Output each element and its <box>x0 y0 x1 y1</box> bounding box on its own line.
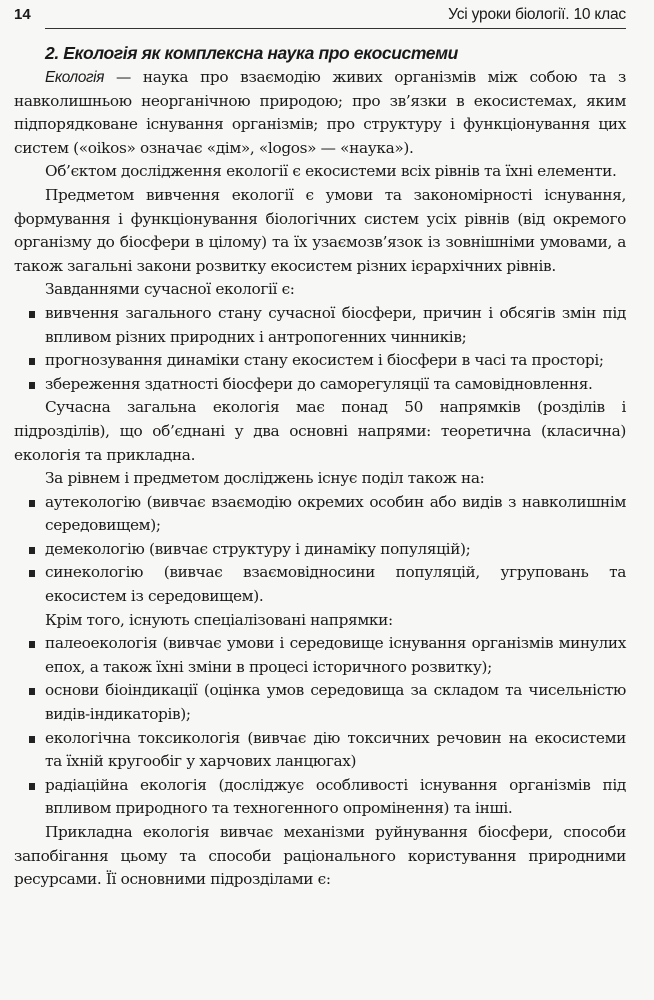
bullet-square-icon <box>29 358 35 365</box>
list-item-text: прогнозування динаміки стану екосистем і біосфери в часі та просторі; <box>45 351 604 370</box>
page-number: 14 <box>14 6 31 23</box>
list-item <box>14 679 626 726</box>
list-item-text: збереження здатності біосфери до саморегуляції та самовідновлення. <box>45 374 593 393</box>
bullet-square-icon <box>29 783 35 790</box>
special-list <box>14 632 626 821</box>
paragraph-tasks-intro: Завданнями сучасної екології є: <box>45 280 295 299</box>
bullet-square-icon <box>29 570 35 577</box>
list-item-text: екологічна токсикологія (вивчає дію токсичних речовин на екосистеми та їхній кругообіг у харчових ланцюгах) <box>45 728 626 771</box>
paragraph-subject: Предметом вивчення екології є умови та закономірності існування, формування і функціонування біологічних систем усіх рівнів (від окремого організму до біосфери в цілому) та їх узаємозв’язок із зовнішніми умовами, а також загальні закони розвитку екосистем різних ієрархічних рівнів. <box>14 185 626 275</box>
list-item <box>14 349 626 373</box>
page-content <box>14 40 626 892</box>
list-item <box>14 373 626 397</box>
paragraph-directions: Сучасна загальна екологія має понад 50 напрямків (розділів і підрозділів), що об’єднані у два основні напрями: теоретична (класична) екологія та прикладна. <box>14 398 626 464</box>
levels-list <box>14 491 626 609</box>
list-item <box>14 561 626 608</box>
list-item-text: вивчення загального стану сучасної біосфери, причин і обсягів змін під впливом різних природних і антропогенних чинників; <box>45 303 626 346</box>
list-item <box>14 727 626 774</box>
paragraph-object: Об’єктом дослідження екології є екосистеми всіх рівнів та їхні елементи. <box>45 162 617 181</box>
running-title: Усі уроки біології. 10 клас <box>448 6 626 23</box>
bullet-square-icon <box>29 311 35 318</box>
page-header <box>14 4 626 30</box>
list-item <box>14 302 626 349</box>
definition-text: — наука про взаємодію живих організмів між собою та з навколишньою неорганічною природою; про зв’язки в екосистемах, яким підпорядковане існування організмів; про структуру і функціонування цих систем («oikos» означає «дім», «logos» — «наука»). <box>14 68 626 157</box>
header-rule <box>45 28 626 29</box>
list-item-text: палеоекологія (вивчає умови і середовище існування організмів минулих епох, а також їхні зміни в процесі історичного розвитку); <box>45 634 626 676</box>
bullet-square-icon <box>29 547 35 554</box>
paragraph-applied: Прикладна екологія вивчає механізми руйнування біосфери, способи запобігання цьому та способи раціонального користування природними ресурсами. Її основними підрозділами є: <box>14 823 626 889</box>
paragraph-definition <box>14 66 626 160</box>
term-ecology: Екологія <box>45 69 105 86</box>
list-item-text: радіаційна екологія (досліджує особливості існування організмів під впливом природного та техногенного опромінення) та інші. <box>45 775 626 818</box>
bullet-square-icon <box>29 688 35 695</box>
list-item-text: основи біоіндикації (оцінка умов середовища за складом та чисельністю видів-індикаторів); <box>45 681 626 724</box>
list-item <box>14 632 626 679</box>
bullet-square-icon <box>29 500 35 507</box>
bullet-square-icon <box>29 382 35 389</box>
bullet-square-icon <box>29 641 35 648</box>
bullet-square-icon <box>29 736 35 743</box>
paragraph-special-intro: Крім того, існують спеціалізовані напрямки: <box>45 610 393 629</box>
tasks-list <box>14 302 626 396</box>
list-item <box>14 491 626 538</box>
section-title: 2. Екологія як комплексна наука про екосистеми <box>45 43 458 63</box>
list-item <box>14 538 626 562</box>
list-item-text: синекологію (вивчає взаємовідносини популяцій, угруповань та екосистем із середовищем). <box>45 563 626 606</box>
paragraph-levels-intro: За рівнем і предметом досліджень існує поділ також на: <box>45 469 485 488</box>
list-item-text: демекологію (вивчає структуру і динаміку популяцій); <box>45 539 471 558</box>
list-item-text: аутекологію (вивчає взаємодію окремих особин або видів з навколишнім середовищем); <box>45 492 626 535</box>
list-item <box>14 774 626 821</box>
